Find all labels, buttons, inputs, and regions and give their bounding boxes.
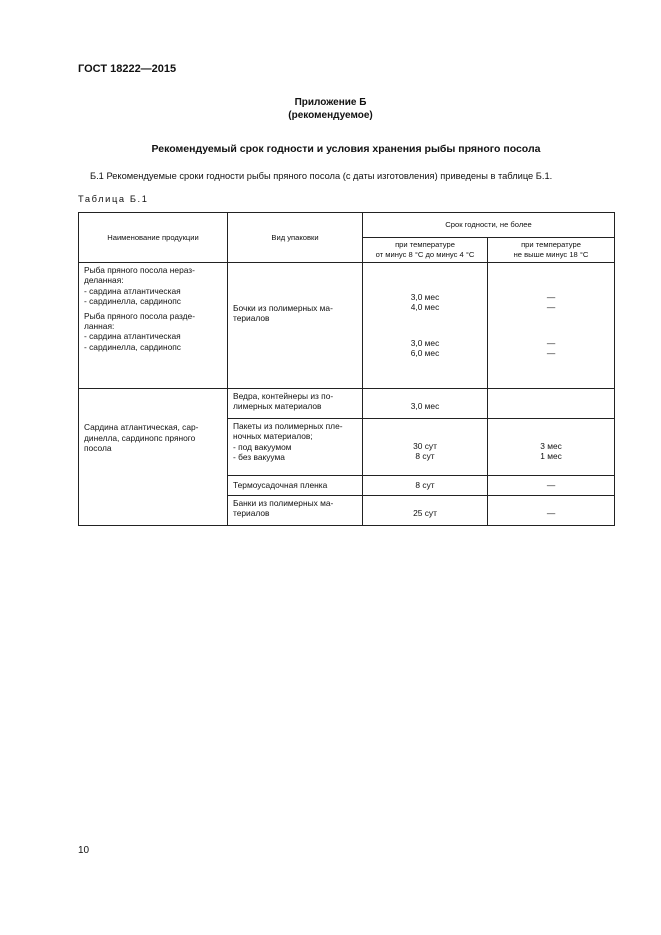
group2-row3-high: — bbox=[488, 476, 615, 496]
packaging-line: Пакеты из полимерных пле- bbox=[233, 421, 343, 431]
group1-high-value: — bbox=[546, 348, 556, 359]
group2-row1-low bbox=[363, 389, 488, 419]
group1-high-cell bbox=[488, 263, 615, 389]
group2-row2-high bbox=[488, 419, 615, 476]
packaging-line: - под вакуумом bbox=[233, 441, 292, 452]
group2-product-line: посола bbox=[84, 443, 112, 454]
group1-packaging-line: Бочки из полимерных ма- bbox=[233, 303, 333, 313]
packaging-line: териалов bbox=[233, 508, 270, 519]
table-row-group2-buckets bbox=[79, 389, 615, 419]
header-product: Наименование продукции bbox=[79, 213, 228, 263]
table-caption: Таблица Б.1 bbox=[78, 194, 149, 204]
header-temp-low-line: при температуре bbox=[395, 240, 455, 250]
group1-high-value: — bbox=[546, 292, 556, 302]
group1-product-line: - сардина атлантическая bbox=[84, 331, 181, 342]
group2-product-line: динелла, сардинопс пряного bbox=[84, 432, 196, 443]
table-row-group1 bbox=[79, 263, 615, 389]
group1-product-line: Рыба пряного посола нераз- bbox=[84, 265, 195, 275]
packaging-line: - без вакуума bbox=[233, 452, 285, 463]
group1-low-value: 4,0 мес bbox=[410, 302, 440, 313]
high-value: 3 мес bbox=[540, 441, 562, 451]
group1-product-cell bbox=[79, 263, 228, 389]
group1-product-line: - сардина атлантическая bbox=[84, 285, 181, 296]
group1-product-line: деланная: bbox=[84, 275, 124, 286]
group2-row1-high bbox=[488, 389, 615, 419]
intro-paragraph: Б.1 Рекомендуемые сроки годности рыбы пряного посола (с даты изготовления) приведены в таблице Б.1. bbox=[90, 171, 553, 181]
group1-low-value: 6,0 мес bbox=[410, 348, 440, 359]
group1-product-line: Рыба пряного посола разде- bbox=[84, 310, 195, 321]
header-temp-low bbox=[363, 238, 488, 263]
page-number: 10 bbox=[78, 845, 90, 856]
group1-product-line: ланная: bbox=[84, 321, 115, 332]
low-value: 25 сут bbox=[413, 508, 437, 518]
group2-row2-low bbox=[363, 419, 488, 476]
group2-row4-high bbox=[488, 496, 615, 526]
group2-row4-low bbox=[363, 496, 488, 526]
group2-row3-packaging: Термоусадочная пленка bbox=[228, 476, 363, 496]
packaging-line: Ведра, контейнеры из по- bbox=[233, 391, 334, 401]
section-title: Рекомендуемый срок годности и условия хранения рыбы пряного посола bbox=[151, 143, 541, 155]
packaging-line: Банки из полимерных ма- bbox=[233, 498, 334, 508]
group1-low-cell bbox=[363, 263, 488, 389]
header-temp-low-line: от минус 8 °С до минус 4 °С bbox=[375, 250, 475, 259]
group2-row3-low: 8 сут bbox=[363, 476, 488, 496]
packaging-line: ночных материалов; bbox=[233, 431, 313, 442]
appendix-subtitle: (рекомендуемое) bbox=[288, 110, 373, 121]
shelf-life-table bbox=[78, 212, 615, 526]
header-temp-high-line: при температуре bbox=[521, 240, 581, 250]
header-shelf-life: Срок годности, не более bbox=[363, 213, 615, 238]
high-value: — bbox=[546, 508, 556, 518]
appendix-title: Приложение Б bbox=[294, 97, 367, 108]
group1-low-value: 3,0 мес bbox=[410, 337, 440, 348]
header-packaging: Вид упаковки bbox=[228, 213, 363, 263]
group1-product-line: - сардинелла, сардинопс bbox=[84, 341, 181, 352]
group1-packaging-cell bbox=[228, 263, 363, 389]
document-standard-number: ГОСТ 18222—2015 bbox=[78, 63, 177, 75]
group1-packaging-line: териалов bbox=[233, 313, 270, 324]
group2-row1-packaging bbox=[228, 389, 363, 419]
low-value: 3,0 мес bbox=[410, 401, 440, 411]
group2-product-cell bbox=[79, 389, 228, 526]
table-header-row bbox=[79, 213, 615, 238]
header-temp-high bbox=[488, 238, 615, 263]
high-value: 1 мес bbox=[540, 451, 562, 462]
group1-low-value: 3,0 мес bbox=[410, 292, 440, 302]
group1-product-line: - сардинелла, сардинопс bbox=[84, 296, 181, 307]
group1-high-value: — bbox=[546, 337, 556, 348]
appendix-heading bbox=[0, 96, 661, 122]
low-value: 8 сут bbox=[415, 451, 435, 462]
packaging-line: лимерных материалов bbox=[233, 401, 322, 412]
group1-high-value: — bbox=[546, 302, 556, 313]
low-value: 30 сут bbox=[413, 441, 437, 451]
group2-row2-packaging bbox=[228, 419, 363, 476]
header-temp-high-line: не выше минус 18 °С bbox=[513, 250, 589, 259]
group2-row4-packaging bbox=[228, 496, 363, 526]
group2-product-line: Сардина атлантическая, сар- bbox=[84, 422, 199, 433]
